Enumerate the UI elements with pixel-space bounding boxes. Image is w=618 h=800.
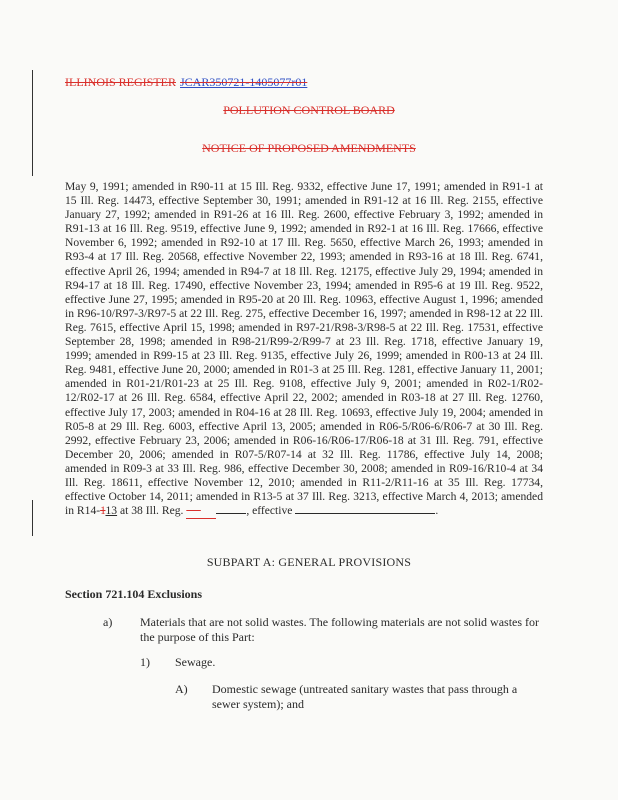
blank <box>216 513 246 514</box>
item-A-label: A) <box>175 682 188 696</box>
deleted-text: 1 <box>100 504 106 518</box>
history-tail: . <box>435 504 439 518</box>
history-paragraph <box>65 180 543 519</box>
item-a-text: Materials that are not solid wastes. The following materials are not solid wastes for the purpose of this Part: <box>140 615 540 644</box>
register-blank <box>186 504 216 519</box>
change-bar <box>32 70 33 176</box>
section-heading: Section 721.104 Exclusions <box>65 587 203 601</box>
item-1-text: Sewage. <box>175 655 216 669</box>
notice-title: NOTICE OF PROPOSED AMENDMENTS <box>202 141 416 155</box>
item-1-label: 1) <box>140 655 150 669</box>
effective-blank <box>295 513 435 514</box>
register-header <box>65 75 307 90</box>
change-bar <box>32 500 33 536</box>
inserted-text: 13 <box>105 504 118 518</box>
subpart-heading: SUBPART A: GENERAL PROVISIONS <box>206 555 412 569</box>
register-title: ILLINOIS REGISTER <box>65 75 176 89</box>
history-tail: at 38 Ill. Reg. <box>117 504 187 518</box>
history-text: May 9, 1991; amended in R90-11 at 15 Ill. Reg. 9332, effective June 17, 1991; amended in R91-1 at 15 Ill. Reg. 14473, effective September 30, 1991; amended in R91-12 at 16 Ill. Reg. 2155, effective January 27, 1992; amended in R91-26 at 16 Ill. Reg. 2600, effective February 3, 1992; amended in R91-13 at 16 Ill. Reg. 9519, effective June 9, 1992; amended in R92-1 at 16 Ill. Reg. 17666, effective November 6, 1992; amended in R92-10 at 17 Ill. Reg. 5650, effective March 26, 1993; amended in R93-4 at 17 Ill. Reg. 20568, effective November 22, 1993; amended in R93-16 at 18 Ill. Reg. 6741, effective April 26, 1994; amended in R94-7 at 18 Ill. Reg. 12175, effective July 29, 1994; amended in R94-17 at 18 Ill. Reg. 17490, effective November 23, 1994; amended in R95-6 at 19 Ill. Reg. 9522, effective June 27, 1995; amended in R95-20 at 20 Ill. Reg. 10963, effective August 1, 1996; amended in R96-10/R97-3/R97-5 at 22 Ill. Reg. 275, effective December 16, 1997; amended in R98-12 at 22 Ill. Reg. 7615, effective April 15, 1998; amended in R97-21/R98-3/R98-5 at 22 Ill. Reg. 17531, effective September 28, 1998; amended in R98-21/R99-2/R99-7 at 23 Ill. Reg. 1718, effective January 19, 1999; amended in R99-15 at 23 Ill. Reg. 9135, effective July 26, 1999; amended in R00-13 at 24 Ill. Reg. 9481, effective June 20, 2000; amended in R01-3 at 25 Ill. Reg. 1281, effective January 11, 2001; amended in R01-21/R01-23 at 25 Ill. Reg. 9108, effective July 9, 2001; amended in R02-1/R02-12/R02-17 at 26 Ill. Reg. 6584, effective April 22, 2002; amended in R03-18 at 27 Ill. Reg. 12760, effective July 17, 2003; amended in R04-16 at 28 Ill. Reg. 10693, effective July 19, 2004; amended in R05-8 at 29 Ill. Reg. 6003, effective April 13, 2005; amended in R06-5/R06-6/R06-7 at 30 Ill. Reg. 2992, effective February 23, 2006; amended in R06-16/R06-17/R06-18 at 31 Ill. Reg. 791, effective December 20, 2006; amended in R07-5/R07-14 at 32 Ill. Reg. 11786, effective July 14, 2008; amended in R09-3 at 33 Ill. Reg. 986, effective December 30, 2008; amended in R09-16/R10-4 at 34 Ill. Reg. 18611, effective November 12, 2010; amended in R11-2/R11-16 at 35 Ill. Reg. 17734, effective October 14, 2011; amended in R13-5 at 37 Ill. Reg. 3213, effective March 4, 2013; amended in R14- <box>65 180 543 518</box>
register-code: JCAR350721-1405077r01 <box>180 75 308 89</box>
item-a-label: a) <box>103 615 113 629</box>
board-name: POLLUTION CONTROL BOARD <box>223 103 395 117</box>
history-tail: , effective <box>246 504 296 518</box>
item-A-text: Domestic sewage (untreated sanitary wastes that pass through a sewer system); and <box>212 682 518 711</box>
